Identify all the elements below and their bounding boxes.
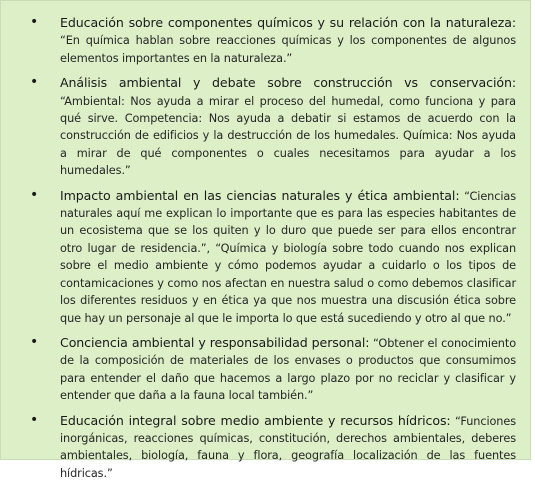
item-title: Educación sobre componentes químicos y su relación con la naturaleza: xyxy=(60,15,516,30)
item-title: Conciencia ambiental y responsabilidad personal: xyxy=(60,334,370,350)
item-text: “Obtener el conocimiento de la composición de materiales de los envases o productos que consumimos para entender el daño que hacemos a largo plazo por no reciclar y clasificar y entender que daña a la fauna local también.” xyxy=(60,336,517,403)
item-title: Impacto ambiental en las ciencias naturales y ética ambiental: xyxy=(60,187,460,203)
item-text: “En química hablan sobre reacciones químicas y los componentes de algunos elementos importantes en la naturaleza.” xyxy=(60,34,516,65)
bullet-icon: • xyxy=(30,14,39,30)
bullet-icon: • xyxy=(30,74,39,91)
item-text: “Funciones inorgánicas, reacciones químicas, constitución, derechos ambientales, deberes ambientales, biología, fauna y flora, geografía localización de las fuentes hídricas.” xyxy=(60,414,516,480)
bullet-icon: • xyxy=(30,333,39,350)
bullet-icon: • xyxy=(30,411,39,428)
bullet-list xyxy=(1,14,530,489)
list-item xyxy=(1,14,530,67)
item-title: Análisis ambiental y debate sobre construcción vs conservación: xyxy=(60,75,516,91)
list-item xyxy=(1,412,530,483)
list-item xyxy=(1,187,530,327)
bullet-icon: • xyxy=(30,186,39,203)
item-title: Educación integral sobre medio ambiente y recursos hídricos: xyxy=(60,412,451,428)
item-text: “Ciencias naturales aquí me explican lo importante que es para las especies habitantes de un ecosistema que se los quiten y lo duro que puede ser para ellos encontrar otro lugar de residencia.”, “Química y biología sobre todo cuando nos explican sobre el medio ambiente y cómo podemos ayudar a cuidarlo o los tipos de contamicaciones y como nos afectan en nuestra salud o como debemos clasificar los diferentes residuos y en ética ya que nos muestra una discusión ética sobre que hay un personaje al que le importa lo que está sucediendo y otro al que no.” xyxy=(60,189,516,325)
list-item xyxy=(1,74,530,179)
list-item xyxy=(1,334,530,405)
item-text: “Ambiental: Nos ayuda a mirar el proceso del humedal, como funciona y para qué sirve. Competencia: Nos ayuda a debatir si estamos de acuerdo con la construcción de edificios y la destrucción de los humedales. Química: Nos ayuda a mirar de qué componentes o cuales necesitamos para ayudar a los humedales.” xyxy=(60,94,516,178)
